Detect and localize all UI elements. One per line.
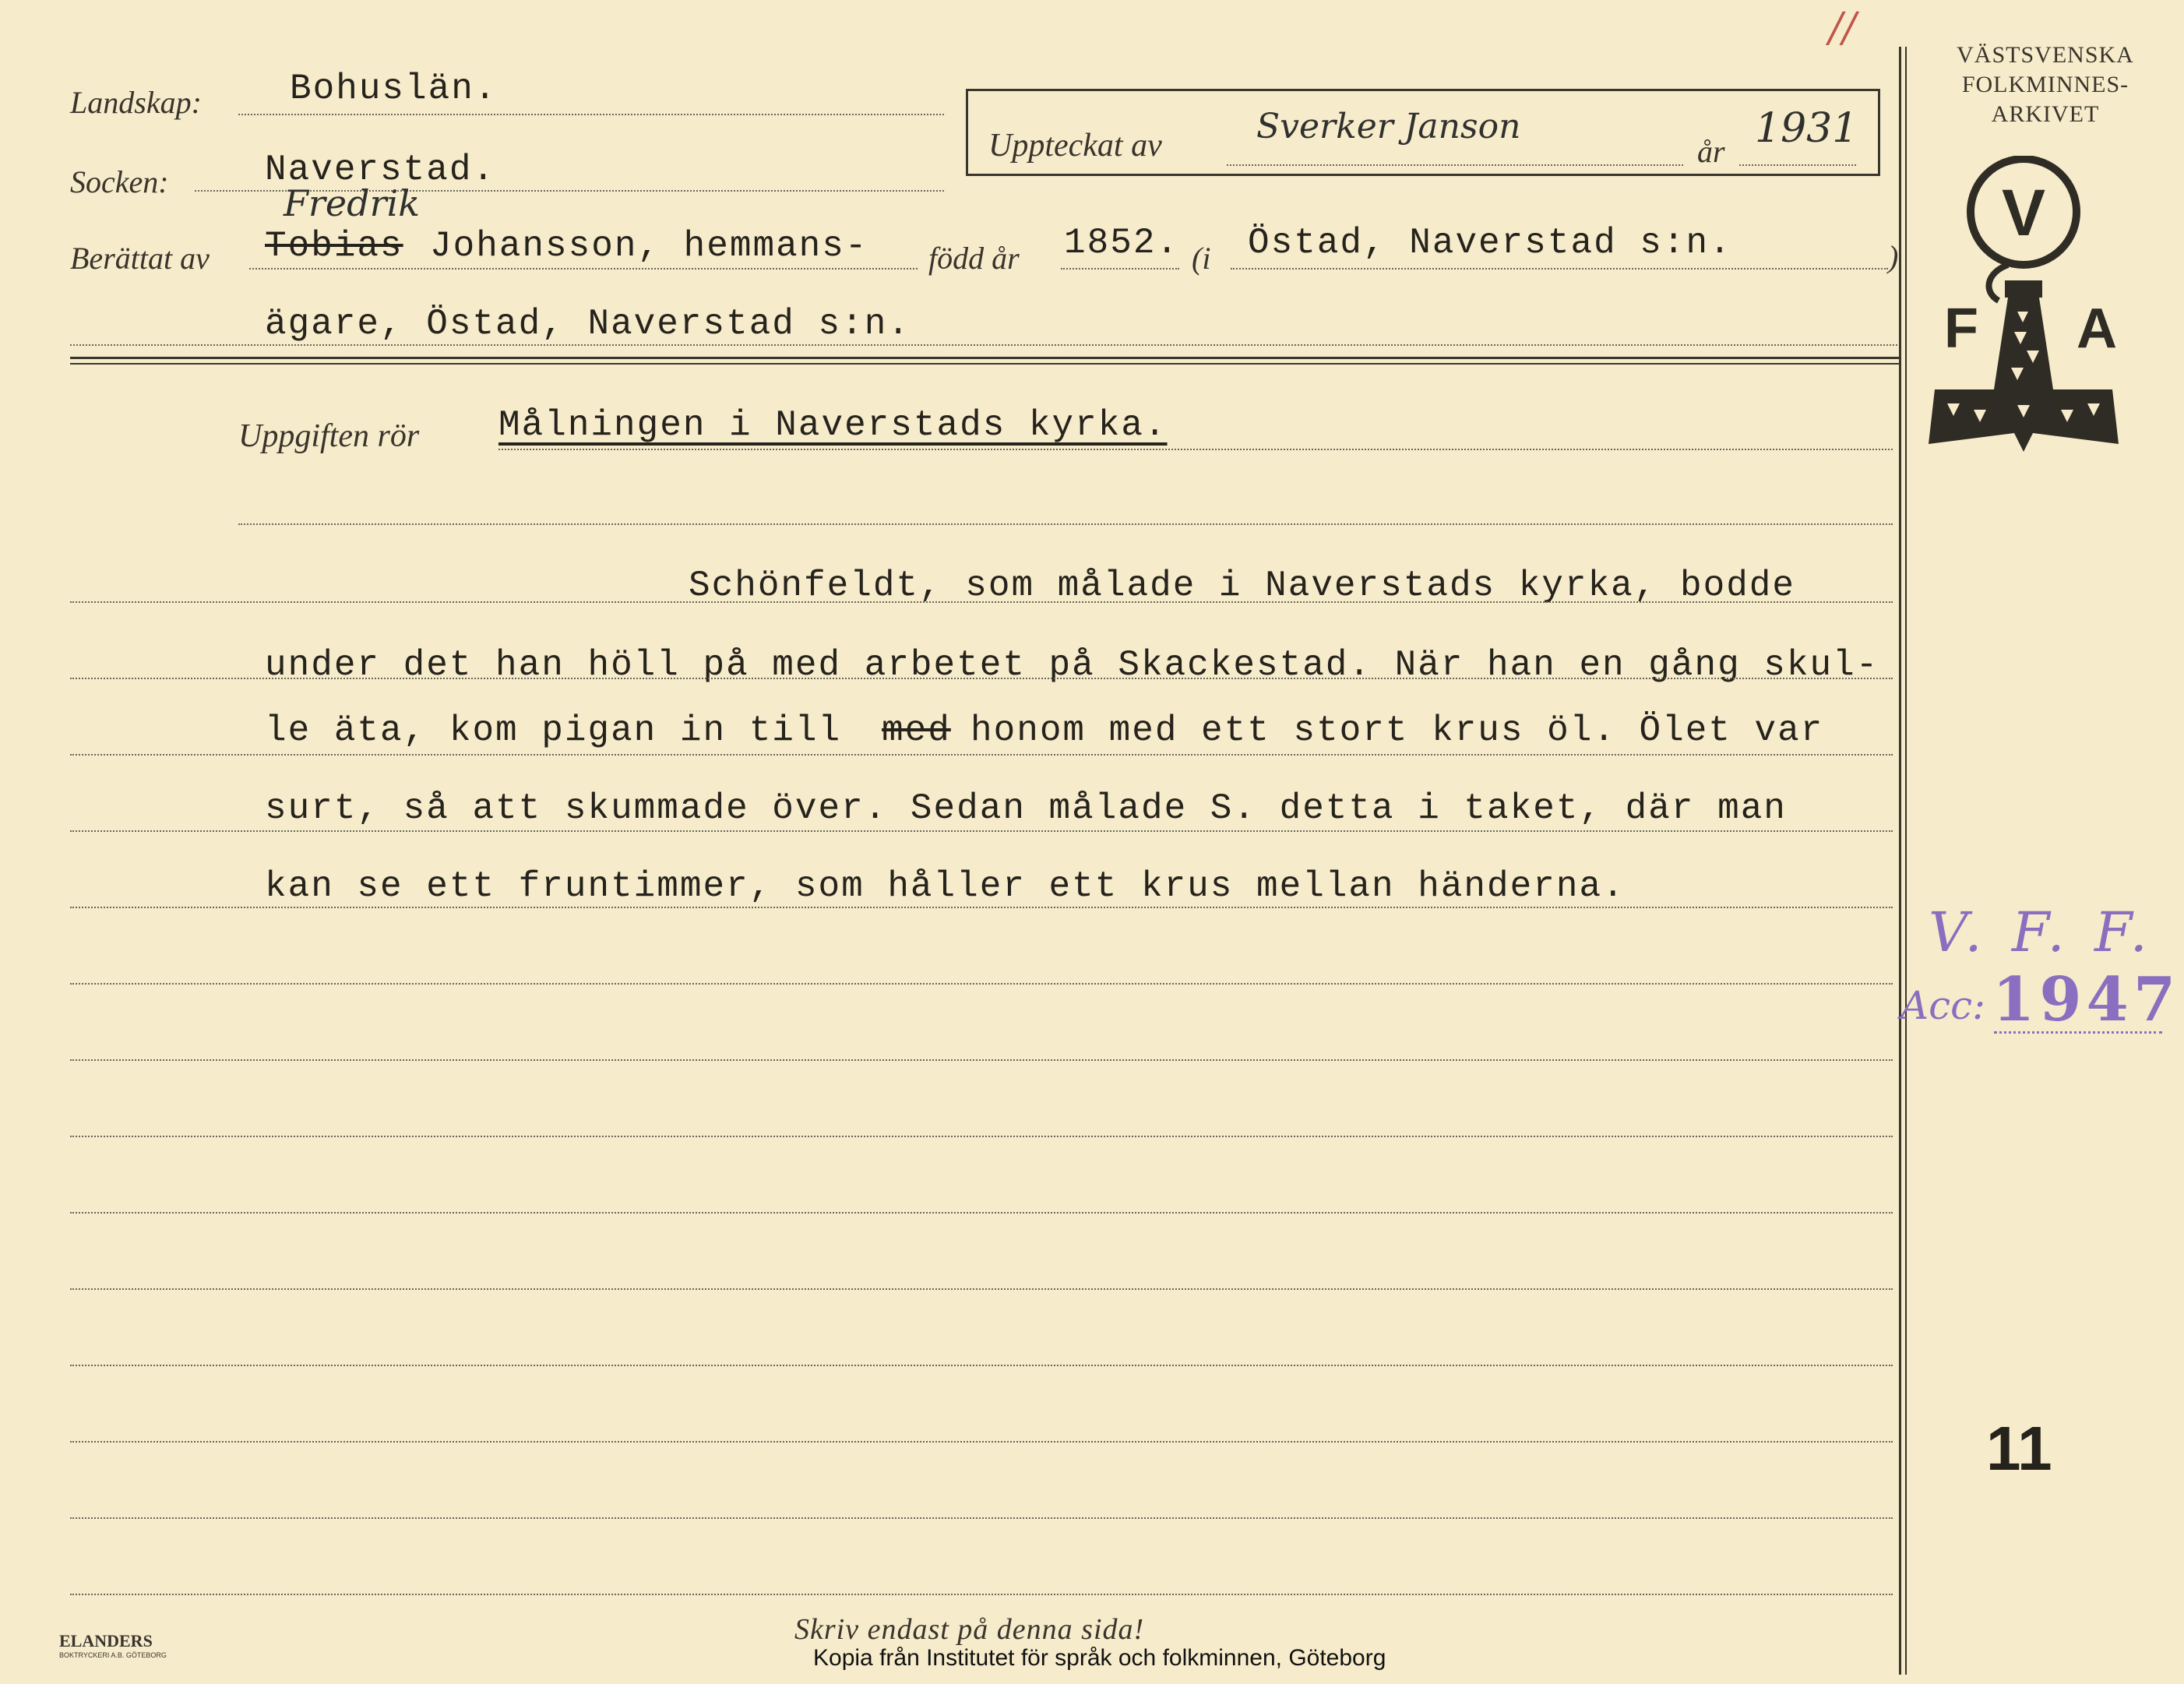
ruled-line [70, 830, 1893, 832]
subject-dotted-line-2 [238, 523, 1893, 525]
upptecknat-dotted-line [1227, 164, 1683, 166]
ruled-line [70, 1441, 1893, 1443]
subject-label: Uppgiften rör [238, 418, 420, 454]
ruled-line [70, 754, 1893, 756]
footer-instruction: Skriv endast på denna sida! [794, 1613, 1145, 1646]
printer-sub: BOKTRYCKERI A.B. GÖTEBORG [59, 1651, 167, 1659]
i-dotted-line [1231, 268, 1888, 270]
logo-a: A [2077, 298, 2117, 360]
ruled-line [70, 983, 1893, 985]
berattat-label: Berättat av [70, 241, 210, 276]
close-paren: ) [1888, 239, 1899, 274]
ruled-line [70, 1365, 1893, 1366]
header-rule-bottom [70, 363, 1900, 365]
logo-v: V [2001, 176, 2046, 249]
body-line-3-struck: med [882, 710, 951, 751]
page-number: 11 [1986, 1414, 2052, 1483]
body-line-3-start: le äta, kom pigan in till [265, 710, 842, 751]
berattat-correction: Fredrik [284, 182, 421, 224]
subject-dotted-line [498, 449, 1893, 450]
landskap-label: Landskap: [70, 85, 202, 120]
ruled-line [70, 1059, 1893, 1061]
berattat-value: Johansson, hemmans- [430, 226, 868, 266]
archive-name-line3: ARKIVET [1991, 101, 2100, 127]
ruled-line [70, 907, 1893, 908]
body-line-2: under det han höll på med arbetet på Skackestad. När han en gång skul- [265, 645, 1879, 685]
archive-name [1913, 41, 2178, 129]
header-rule-top [70, 357, 1900, 359]
margin-rule-left [1899, 47, 1901, 1675]
upptecknat-box [966, 89, 1880, 176]
margin-mark: // [1829, 5, 1857, 51]
body-line-4: surt, så att skummade över. Sedan målade S. detta i taket, där man [265, 788, 1787, 829]
archive-name-line2: FOLKMINNES- [1961, 72, 2129, 97]
printer-mark: ELANDERS [59, 1631, 153, 1651]
ruled-line [70, 1594, 1893, 1595]
fodd-value: 1852. [1064, 223, 1180, 263]
ar-label: år [1697, 134, 1725, 169]
ar-value: 1931 [1755, 105, 1858, 152]
ruled-line [70, 678, 1893, 679]
body-line-3-end: honom med ett stort krus öl. Ölet var [970, 710, 1824, 751]
berattat-dotted-line [249, 268, 918, 270]
socken-value: Naverstad. [265, 150, 496, 190]
upptecknat-label: Uppteckat av [988, 128, 1162, 164]
ruled-line [70, 1212, 1893, 1214]
logo-hammer-shaft [1994, 298, 2053, 389]
berattat-dotted-line-2 [70, 344, 1900, 346]
landskap-value: Bohuslän. [290, 69, 498, 109]
ruled-line [70, 1288, 1893, 1290]
i-label: (i [1192, 241, 1211, 276]
body-line-5: kan se ett fruntimmer, som håller ett krus mellan händerna. [265, 866, 1626, 907]
ar-dotted-line [1739, 164, 1856, 166]
body-line-1: Schönfeldt, som målade i Naverstads kyrka, bodde [689, 565, 1796, 606]
logo-hammer-head [1929, 389, 2119, 452]
fodd-label: född år [928, 241, 1020, 276]
acc-number: 1947 [1992, 964, 2181, 1035]
logo-f: F [1944, 298, 1978, 360]
landskap-dotted-line [238, 114, 944, 115]
i-value: Östad, Naverstad s:n. [1248, 223, 1732, 263]
footer-copy-note: Kopia från Institutet för språk och folkminnen, Göteborg [813, 1645, 1386, 1671]
berattat-struck-name: Tobias [265, 226, 403, 266]
logo-hammer-top [2005, 280, 2042, 298]
socken-label: Socken: [70, 164, 169, 199]
berattat-value-line2: ägare, Östad, Naverstad s:n. [265, 304, 911, 344]
acc-label: Acc: [1900, 983, 1985, 1028]
acc-underline [1994, 1031, 2162, 1034]
ruled-line [70, 601, 1893, 603]
subject-value: Målningen i Naverstads kyrka. [498, 405, 1168, 446]
fodd-dotted-line [1061, 268, 1179, 270]
archive-name-line1: VÄSTSVENSKA [1957, 42, 2134, 68]
upptecknat-value: Sverker Janson [1256, 107, 1521, 146]
archive-logo [1924, 156, 2165, 467]
vff-stamp: V. F. F. [1929, 900, 2154, 964]
ruled-line [70, 1517, 1893, 1519]
margin-rule-right [1905, 47, 1907, 1675]
ruled-line [70, 1136, 1893, 1137]
